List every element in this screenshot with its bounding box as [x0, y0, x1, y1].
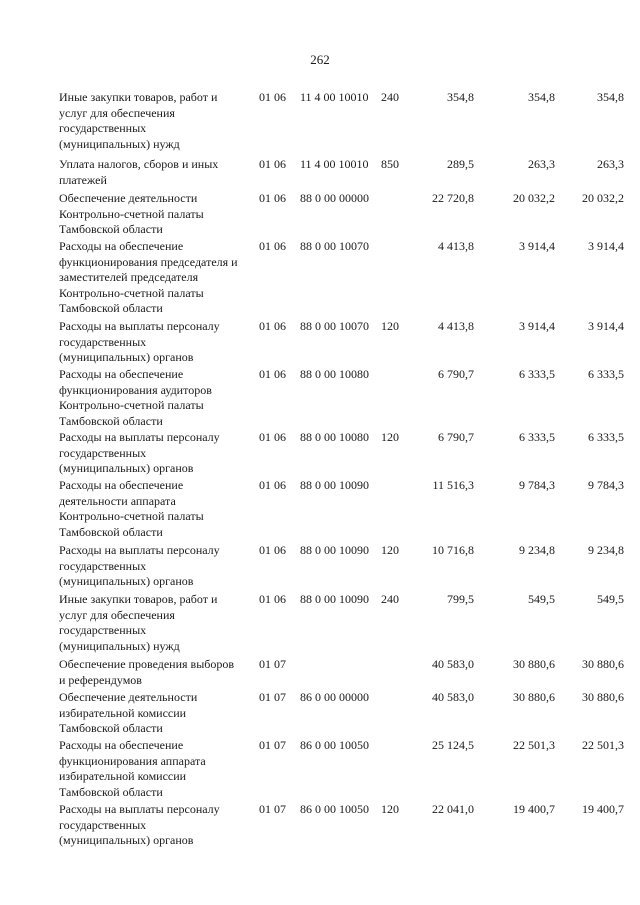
row-name — [59, 543, 254, 590]
row-name-line: услуг для обеспечения — [59, 105, 175, 120]
row-name-line: (муниципальных) нужд — [59, 638, 180, 653]
expense-type-code: 120 — [381, 430, 399, 444]
row-name-line: Расходы на обеспечение — [59, 738, 184, 752]
target-article-code: 86 0 00 10050 — [300, 738, 369, 752]
row-name-line: Иные закупки товаров, работ и — [59, 592, 218, 606]
amount-year-3: 354,8 — [597, 90, 624, 104]
row-name-line: Расходы на обеспечение — [59, 367, 184, 381]
section-code: 01 06 — [259, 592, 286, 606]
amount-year-3: 3 914,4 — [588, 319, 624, 333]
row-name-line: Расходы на обеспечение — [59, 239, 184, 253]
expense-type-code: 240 — [381, 90, 399, 104]
row-name-line: избирательной комиссии — [59, 769, 187, 783]
row-name — [59, 319, 254, 366]
row-name — [59, 657, 254, 688]
amount-year-1: 799,5 — [447, 592, 474, 606]
section-code: 01 06 — [259, 367, 286, 381]
amount-year-1: 4 413,8 — [438, 319, 474, 333]
amount-year-1: 40 583,0 — [432, 690, 474, 704]
row-name-line: Расходы на выплаты персоналу — [59, 802, 220, 816]
row-name-line: государственных — [59, 334, 147, 349]
target-article-code: 88 0 00 10090 — [300, 592, 369, 606]
target-article-code: 88 0 00 10090 — [300, 478, 369, 492]
amount-year-1: 354,8 — [447, 90, 474, 104]
row-name — [59, 430, 254, 477]
amount-year-1: 6 790,7 — [438, 367, 474, 381]
row-name-line: государственных — [59, 121, 147, 135]
amount-year-2: 263,3 — [528, 157, 555, 171]
row-name — [59, 239, 254, 317]
row-name-line: функционирования аппарата — [59, 753, 206, 768]
amount-year-2: 30 880,6 — [513, 657, 555, 671]
row-name-line: государственных — [59, 445, 147, 460]
expense-type-code: 120 — [381, 802, 399, 816]
expense-type-code: 120 — [381, 543, 399, 557]
amount-year-1: 6 790,7 — [438, 430, 474, 444]
row-name — [59, 690, 254, 737]
row-name — [59, 367, 254, 429]
row-name-line: Тамбовской области — [59, 784, 163, 799]
target-article-code: 88 0 00 10080 — [300, 430, 369, 444]
section-code: 01 07 — [259, 657, 286, 671]
amount-year-2: 354,8 — [528, 90, 555, 104]
amount-year-3: 6 333,5 — [588, 430, 624, 444]
section-code: 01 07 — [259, 802, 286, 816]
row-name-line: Контрольно-счетной палаты — [59, 285, 204, 300]
row-name — [59, 90, 254, 152]
row-name — [59, 157, 254, 188]
row-name-line: Тамбовской области — [59, 301, 163, 315]
amount-year-2: 20 032,2 — [513, 191, 555, 205]
row-name-line: Расходы на выплаты персоналу — [59, 543, 220, 557]
amount-year-2: 9 234,8 — [519, 543, 555, 557]
row-name-line: (муниципальных) органов — [59, 350, 194, 364]
amount-year-3: 19 400,7 — [582, 802, 624, 816]
amount-year-2: 6 333,5 — [519, 430, 555, 444]
row-name-line: (муниципальных) органов — [59, 461, 194, 475]
row-name-line: Тамбовской области — [59, 413, 163, 428]
amount-year-1: 22 720,8 — [432, 191, 474, 205]
amount-year-2: 549,5 — [528, 592, 555, 606]
row-name-line: (муниципальных) органов — [59, 574, 194, 588]
amount-year-1: 289,5 — [447, 157, 474, 171]
amount-year-1: 25 124,5 — [432, 738, 474, 752]
row-name-line: Обеспечение деятельности — [59, 191, 198, 205]
section-code: 01 07 — [259, 690, 286, 704]
target-article-code: 88 0 00 10070 — [300, 319, 369, 333]
row-name-line: государственных — [59, 558, 147, 573]
row-name-line: Контрольно-счетной палаты — [59, 509, 204, 523]
target-article-code: 88 0 00 10070 — [300, 239, 369, 253]
amount-year-1: 40 583,0 — [432, 657, 474, 671]
amount-year-2: 6 333,5 — [519, 367, 555, 381]
amount-year-2: 3 914,4 — [519, 319, 555, 333]
row-name-line: деятельности аппарата — [59, 493, 176, 508]
row-name — [59, 738, 254, 800]
row-name-line: платежей — [59, 172, 107, 187]
row-name-line: государственных — [59, 623, 147, 637]
row-name-line: (муниципальных) нужд — [59, 136, 180, 151]
row-name — [59, 802, 254, 849]
section-code: 01 06 — [259, 430, 286, 444]
row-name — [59, 191, 254, 238]
section-code: 01 06 — [259, 478, 286, 492]
section-code: 01 07 — [259, 738, 286, 752]
row-name-line: Обеспечение проведения выборов — [59, 657, 235, 671]
expense-type-code: 240 — [381, 592, 399, 606]
section-code: 01 06 — [259, 157, 286, 171]
amount-year-3: 6 333,5 — [588, 367, 624, 381]
amount-year-1: 11 516,3 — [432, 478, 474, 492]
row-name-line: функционирования председателя и — [59, 254, 238, 269]
amount-year-3: 20 032,2 — [582, 191, 624, 205]
row-name-line: Тамбовской области — [59, 524, 163, 539]
row-name-line: государственных — [59, 817, 147, 832]
row-name-line: функционирования аудиторов — [59, 382, 212, 397]
row-name-line: Иные закупки товаров, работ и — [59, 90, 218, 104]
section-code: 01 06 — [259, 191, 286, 205]
amount-year-3: 30 880,6 — [582, 690, 624, 704]
target-article-code: 86 0 00 00000 — [300, 690, 369, 704]
row-name-line: Тамбовской области — [59, 721, 163, 735]
row-name-line: Обеспечение деятельности — [59, 690, 198, 704]
row-name-line: услуг для обеспечения — [59, 607, 175, 622]
target-article-code: 88 0 00 10080 — [300, 367, 369, 381]
amount-year-3: 549,5 — [597, 592, 624, 606]
target-article-code: 11 4 00 10010 — [300, 157, 369, 171]
amount-year-3: 22 501,3 — [582, 738, 624, 752]
amount-year-3: 30 880,6 — [582, 657, 624, 671]
amount-year-2: 30 880,6 — [513, 690, 555, 704]
row-name-line: Расходы на выплаты персоналу — [59, 430, 220, 444]
row-name-line: избирательной комиссии — [59, 705, 187, 720]
amount-year-3: 9 784,3 — [588, 478, 624, 492]
row-name-line: Тамбовской области — [59, 222, 163, 236]
row-name-line: Расходы на обеспечение — [59, 478, 184, 492]
expense-type-code: 120 — [381, 319, 399, 333]
amount-year-1: 10 716,8 — [432, 543, 474, 557]
expense-type-code: 850 — [381, 157, 399, 171]
page-number: 262 — [310, 52, 330, 67]
amount-year-1: 4 413,8 — [438, 239, 474, 253]
target-article-code: 88 0 00 00000 — [300, 191, 369, 205]
section-code: 01 06 — [259, 543, 286, 557]
target-article-code: 11 4 00 10010 — [300, 90, 369, 104]
row-name-line: заместителей председателя — [59, 270, 199, 284]
amount-year-2: 9 784,3 — [519, 478, 555, 492]
target-article-code: 88 0 00 10090 — [300, 543, 369, 557]
row-name — [59, 478, 254, 540]
amount-year-3: 263,3 — [597, 157, 624, 171]
amount-year-3: 3 914,4 — [588, 239, 624, 253]
row-name-line: (муниципальных) органов — [59, 833, 194, 847]
row-name-line: Контрольно-счетной палаты — [59, 206, 204, 221]
row-name-line: и референдумов — [59, 672, 142, 687]
row-name — [59, 592, 254, 654]
row-name-line: Уплата налогов, сборов и иных — [59, 157, 219, 171]
amount-year-3: 9 234,8 — [588, 543, 624, 557]
section-code: 01 06 — [259, 319, 286, 333]
target-article-code: 86 0 00 10050 — [300, 802, 369, 816]
row-name-line: Контрольно-счетной палаты — [59, 398, 204, 412]
section-code: 01 06 — [259, 90, 286, 104]
section-code: 01 06 — [259, 239, 286, 253]
amount-year-1: 22 041,0 — [432, 802, 474, 816]
row-name-line: Расходы на выплаты персоналу — [59, 319, 220, 333]
amount-year-2: 3 914,4 — [519, 239, 555, 253]
amount-year-2: 19 400,7 — [513, 802, 555, 816]
amount-year-2: 22 501,3 — [513, 738, 555, 752]
